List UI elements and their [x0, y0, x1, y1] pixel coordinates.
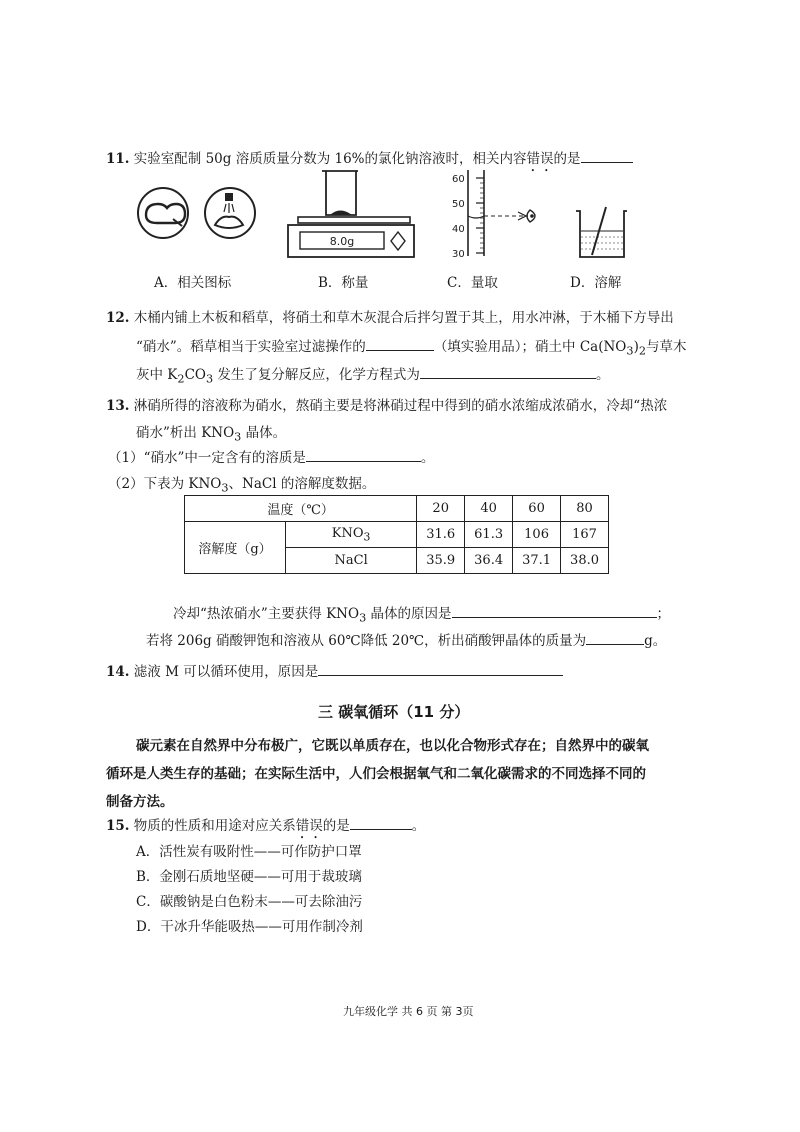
- table-cell: 106: [513, 522, 561, 548]
- question-text: ): [633, 339, 639, 355]
- question-text: ；: [656, 606, 671, 622]
- option-c-label: C．量取: [447, 275, 498, 291]
- subscript: 3: [626, 344, 634, 358]
- balance-reading: 8.0g: [329, 235, 355, 248]
- table-header: 80: [561, 496, 609, 522]
- question-text: 木桶内铺上木板和稻草，将硝土和草木灰混合后拌匀置于其上，用水冲淋，于木桶下方导出: [133, 310, 674, 326]
- question-text: 。: [411, 818, 426, 834]
- question-text: 硝水”析出 KNO: [136, 425, 235, 441]
- table-cell: 35.9: [417, 548, 465, 574]
- subscript: 2: [177, 372, 185, 386]
- question-text: 、NaCl 的溶解度数据。: [228, 476, 376, 492]
- subscript: 2: [638, 344, 647, 358]
- intro-line: 制备方法。: [106, 794, 174, 810]
- question-text: 物质的性质和用途对应关系: [133, 818, 296, 834]
- question-13-part-1: [108, 446, 434, 466]
- question-text: CO: [184, 367, 206, 383]
- intro-line: 循环是人类生存的基础；在实际生活中，人们会根据氧气和二氧化碳需求的不同选择不同的: [106, 766, 646, 782]
- table-cell: 167: [561, 522, 609, 548]
- option-d: D．干冰升华能吸热——可用作制冷剂: [136, 919, 363, 935]
- question-12-line-2: [136, 335, 687, 358]
- table-header: 温度（℃）: [185, 496, 417, 522]
- answer-blank[interactable]: [452, 604, 657, 618]
- emphasis-text: 错误: [526, 151, 554, 167]
- table-row-header: 溶解度（g）: [185, 522, 286, 574]
- table-cell: 37.1: [513, 548, 561, 574]
- subscript: 3: [221, 481, 229, 495]
- answer-blank[interactable]: [420, 365, 596, 379]
- tick-60: 60: [452, 174, 465, 185]
- question-text: 晶体。: [241, 425, 287, 441]
- icon-figure-a: [133, 185, 263, 241]
- question-12-line-3: [136, 363, 609, 386]
- option-a: A．活性炭有吸附性——可作防护口罩: [136, 844, 362, 860]
- section-title: 三 碳氧循环（11 分）: [318, 703, 470, 721]
- tick-30: 30: [452, 249, 465, 258]
- table-cell: NaCl: [286, 548, 417, 574]
- option-a-label: A．相关图标: [154, 275, 232, 291]
- table-header: 20: [417, 496, 465, 522]
- question-13-sub-1: [173, 602, 670, 625]
- answer-blank[interactable]: [350, 816, 412, 830]
- subscript: 3: [363, 530, 371, 544]
- question-text: 实验室配制 50g 溶质质量分数为 16%的氯化钠溶液时，相关内容: [133, 151, 527, 167]
- question-text-end: 的是: [553, 151, 581, 167]
- tick-50: 50: [452, 199, 465, 210]
- cylinder-figure-c: [448, 168, 548, 258]
- option-b-label: B．称量: [318, 275, 369, 291]
- question-text: 冷却“热浓硝水”主要获得 KNO: [173, 606, 360, 622]
- subscript: 3: [359, 611, 367, 625]
- emphasis-text: 错误: [295, 818, 323, 834]
- question-text: （填实验用品）；硝土中 Ca(NO: [433, 339, 627, 355]
- answer-blank[interactable]: [318, 662, 563, 676]
- question-13-sub-2: [146, 629, 666, 649]
- subscript: 3: [234, 430, 242, 444]
- page-footer: 九年级化学 共 6 页 第 3页: [343, 1005, 474, 1018]
- answer-blank[interactable]: [306, 448, 421, 462]
- balance-figure-b: [282, 165, 418, 260]
- question-text: （1）“硝水”中一定含有的溶质是: [108, 450, 306, 466]
- question-text: 滤液 M 可以循环使用，原因是: [133, 664, 319, 680]
- question-text: 淋硝所得的溶液称为硝水，熬硝主要是将淋硝过程中得到的硝水浓缩成浓硝水，冷却“热浓: [133, 398, 668, 414]
- solubility-table: [184, 495, 609, 574]
- question-text: 。: [420, 450, 435, 466]
- question-number: 11.: [106, 151, 130, 167]
- question-12-line-1: [106, 306, 674, 326]
- question-14: [106, 660, 563, 680]
- question-text: （2）下表为 KNO: [108, 476, 222, 492]
- table-cell: 36.4: [465, 548, 513, 574]
- question-number: 13.: [106, 398, 130, 414]
- formula-text: KNO: [331, 525, 364, 541]
- option-b: B．金刚石质地坚硬——可用于裁玻璃: [136, 869, 362, 885]
- table-row: [185, 522, 609, 548]
- tick-40: 40: [452, 224, 465, 235]
- table-cell: 61.3: [465, 522, 513, 548]
- question-13-line-1: [106, 394, 667, 414]
- question-number: 12.: [106, 310, 130, 326]
- question-15: [106, 814, 425, 842]
- question-text: 若将 206g 硝酸钾饱和溶液从 60℃降低 20℃，析出硝酸钾晶体的质量为: [146, 633, 587, 649]
- question-text: 的是: [322, 818, 350, 834]
- table-row: [185, 496, 609, 522]
- question-13-line-2: [136, 421, 286, 444]
- question-13-part-2: [108, 472, 375, 495]
- table-header: 60: [513, 496, 561, 522]
- beaker-figure-d: [572, 205, 632, 263]
- answer-blank[interactable]: [581, 149, 633, 163]
- intro-line: 碳元素在自然界中分布极广，它既以单质存在，也以化合物形式存在；自然界中的碳氧: [136, 738, 649, 754]
- question-text: g。: [644, 633, 667, 649]
- section-intro: [106, 732, 649, 816]
- subscript: 3: [205, 372, 214, 386]
- table-cell: [286, 522, 417, 548]
- question-text: 与草木: [646, 339, 687, 355]
- question-text: 。: [595, 367, 610, 383]
- question-text: 晶体的原因是: [366, 606, 452, 622]
- table-cell: 38.0: [561, 548, 609, 574]
- question-number: 14.: [106, 664, 130, 680]
- option-d-label: D．溶解: [570, 275, 622, 291]
- option-c: C．碳酸钠是白色粉末——可去除油污: [136, 894, 363, 910]
- answer-blank[interactable]: [586, 631, 644, 645]
- table-cell: 31.6: [417, 522, 465, 548]
- question-text: 灰中 K: [136, 367, 178, 383]
- question-text: “硝水”。稻草相当于实验室过滤操作的: [136, 339, 366, 355]
- answer-blank[interactable]: [366, 337, 434, 351]
- table-header: 40: [465, 496, 513, 522]
- question-text: 发生了复分解反应，化学方程式为: [213, 367, 420, 383]
- question-number: 15.: [106, 818, 130, 834]
